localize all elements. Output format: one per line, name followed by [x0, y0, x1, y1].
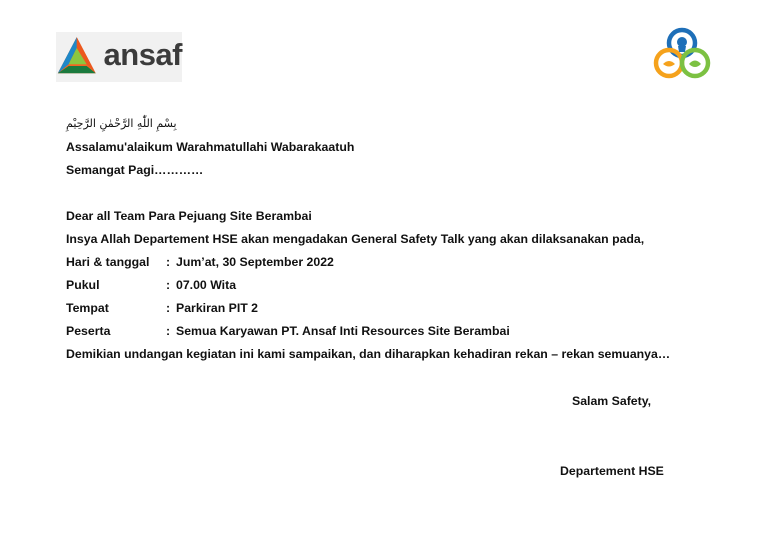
intro-text: Insya Allah Departement HSE akan mengadakan General Safety Talk yang akan dilaksanakan pada, [66, 232, 645, 246]
ansaf-triangle-icon [56, 33, 98, 81]
detail-separator: : [166, 278, 171, 292]
addressee-text: Dear all Team Para Pejuang Site Berambai [66, 209, 312, 223]
detail-value: 07.00 Wita [176, 278, 237, 292]
detail-label: Tempat [66, 301, 109, 315]
opening-text: Semangat Pagi………… [66, 163, 204, 177]
detail-value: Parkiran PIT 2 [176, 301, 259, 315]
detail-label: Pukul [66, 278, 100, 292]
closing-text: Demikian undangan kegiatan ini kami sampaikan, dan diharapkan kehadiran rekan – rekan semuanya… [66, 347, 671, 361]
detail-row-participants [66, 324, 510, 338]
safety-rings-logo [652, 26, 712, 82]
detail-separator: : [166, 255, 171, 269]
detail-value: Semua Karyawan PT. Ansaf Inti Resources Site Berambai [176, 324, 510, 338]
company-logo [56, 32, 182, 82]
company-logo-wordmark: ansaf [103, 37, 182, 72]
detail-separator: : [166, 301, 171, 315]
detail-row-time [66, 278, 236, 292]
detail-separator: : [166, 324, 171, 338]
salutation-text: Salam Safety, [572, 394, 652, 408]
detail-row-date [66, 255, 334, 269]
signature-text: Departement HSE [560, 464, 664, 478]
bismillah: بِسْمِ اللّٰهِ الرَّحْمٰنِ الرَّحِيْمِ [66, 117, 177, 130]
detail-label: Hari & tanggal [66, 255, 150, 269]
detail-row-place [66, 301, 258, 315]
detail-value: Jum’at, 30 September 2022 [176, 255, 334, 269]
detail-label: Peserta [66, 324, 111, 338]
greeting-text: Assalamu'alaikum Warahmatullahi Wabarakaatuh [66, 140, 355, 154]
